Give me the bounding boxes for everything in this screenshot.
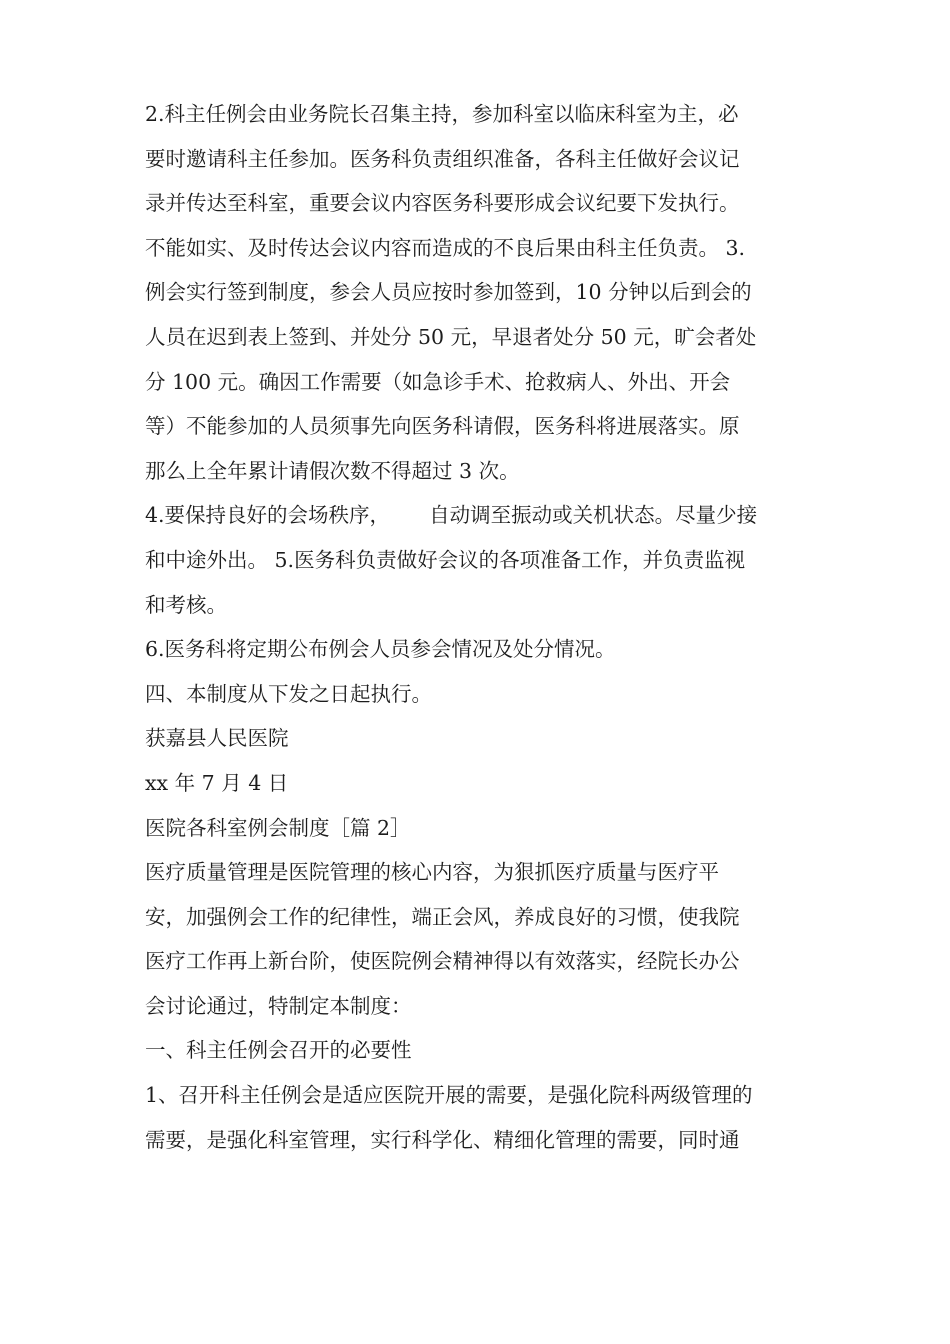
text-line: 2.科主任例会由业务院长召集主持，参加科室以临床科室为主，必 [145,102,739,126]
text-line: 要时邀请科主任参加。医务科负责组织准备，各科主任做好会议记 [145,146,740,171]
text-line: 那么上全年累计请假次数不得超过 3 次。 [145,458,520,483]
text-line: 4.要保持良好的会场秩序， 自动调至振动或关机状态。尽量少接 [145,503,758,528]
text-line: 医疗工作再上新台阶，使医院例会精神得以有效落实，经院长办公 [145,949,740,974]
text-line: 等）不能参加的人员须事先向医务科请假，医务科将进展落实。原 [145,414,740,439]
text-line: 四、本制度从下发之日起执行。 [145,681,432,706]
text-line: 6.医务科将定期公布例会人员参会情况及处分情况。 [145,637,616,662]
text-line: 例会实行签到制度，参会人员应按时参加签到，10 分钟以后到会的 [145,280,752,305]
text-line: 医疗质量管理是医院管理的核心内容，为狠抓医疗质量与医疗平 [145,860,719,885]
section-title: 医院各科室例会制度［篇 2］ [145,815,411,840]
section-heading: 一、科主任例会召开的必要性 [145,1038,412,1063]
text-line: 人员在迟到表上签到、并处分 50 元，早退者处分 50 元，旷会者处 [145,324,757,349]
text-line: 不能如实、及时传达会议内容而造成的不良后果由科主任负责。 3. [145,235,746,260]
text-line: 和中途外出。 5.医务科负责做好会议的各项准备工作，并负责监视 [145,547,746,572]
text-line: 1、召开科主任例会是适应医院开展的需要，是强化院科两级管理的 [145,1083,753,1108]
text-line: 需要，是强化科室管理，实行科学化、精细化管理的需要，同时通 [145,1127,740,1152]
signature-date: xx 年 7 月 4 日 [145,770,289,795]
text-line: 会讨论通过，特制定本制度： [145,993,412,1018]
signature-org: 获嘉县人民医院 [145,726,289,751]
text-line: 录并传达至科室，重要会议内容医务科要形成会议纪要下发执行。 [145,191,740,216]
text-line: 和考核。 [145,592,227,617]
text-line: 分 100 元。确因工作需要（如急诊手术、抢救病人、外出、开会 [145,369,731,394]
document-body [145,92,815,1162]
text-line: 安，加强例会工作的纪律性，端正会风，养成良好的习惯，使我院 [145,904,740,929]
